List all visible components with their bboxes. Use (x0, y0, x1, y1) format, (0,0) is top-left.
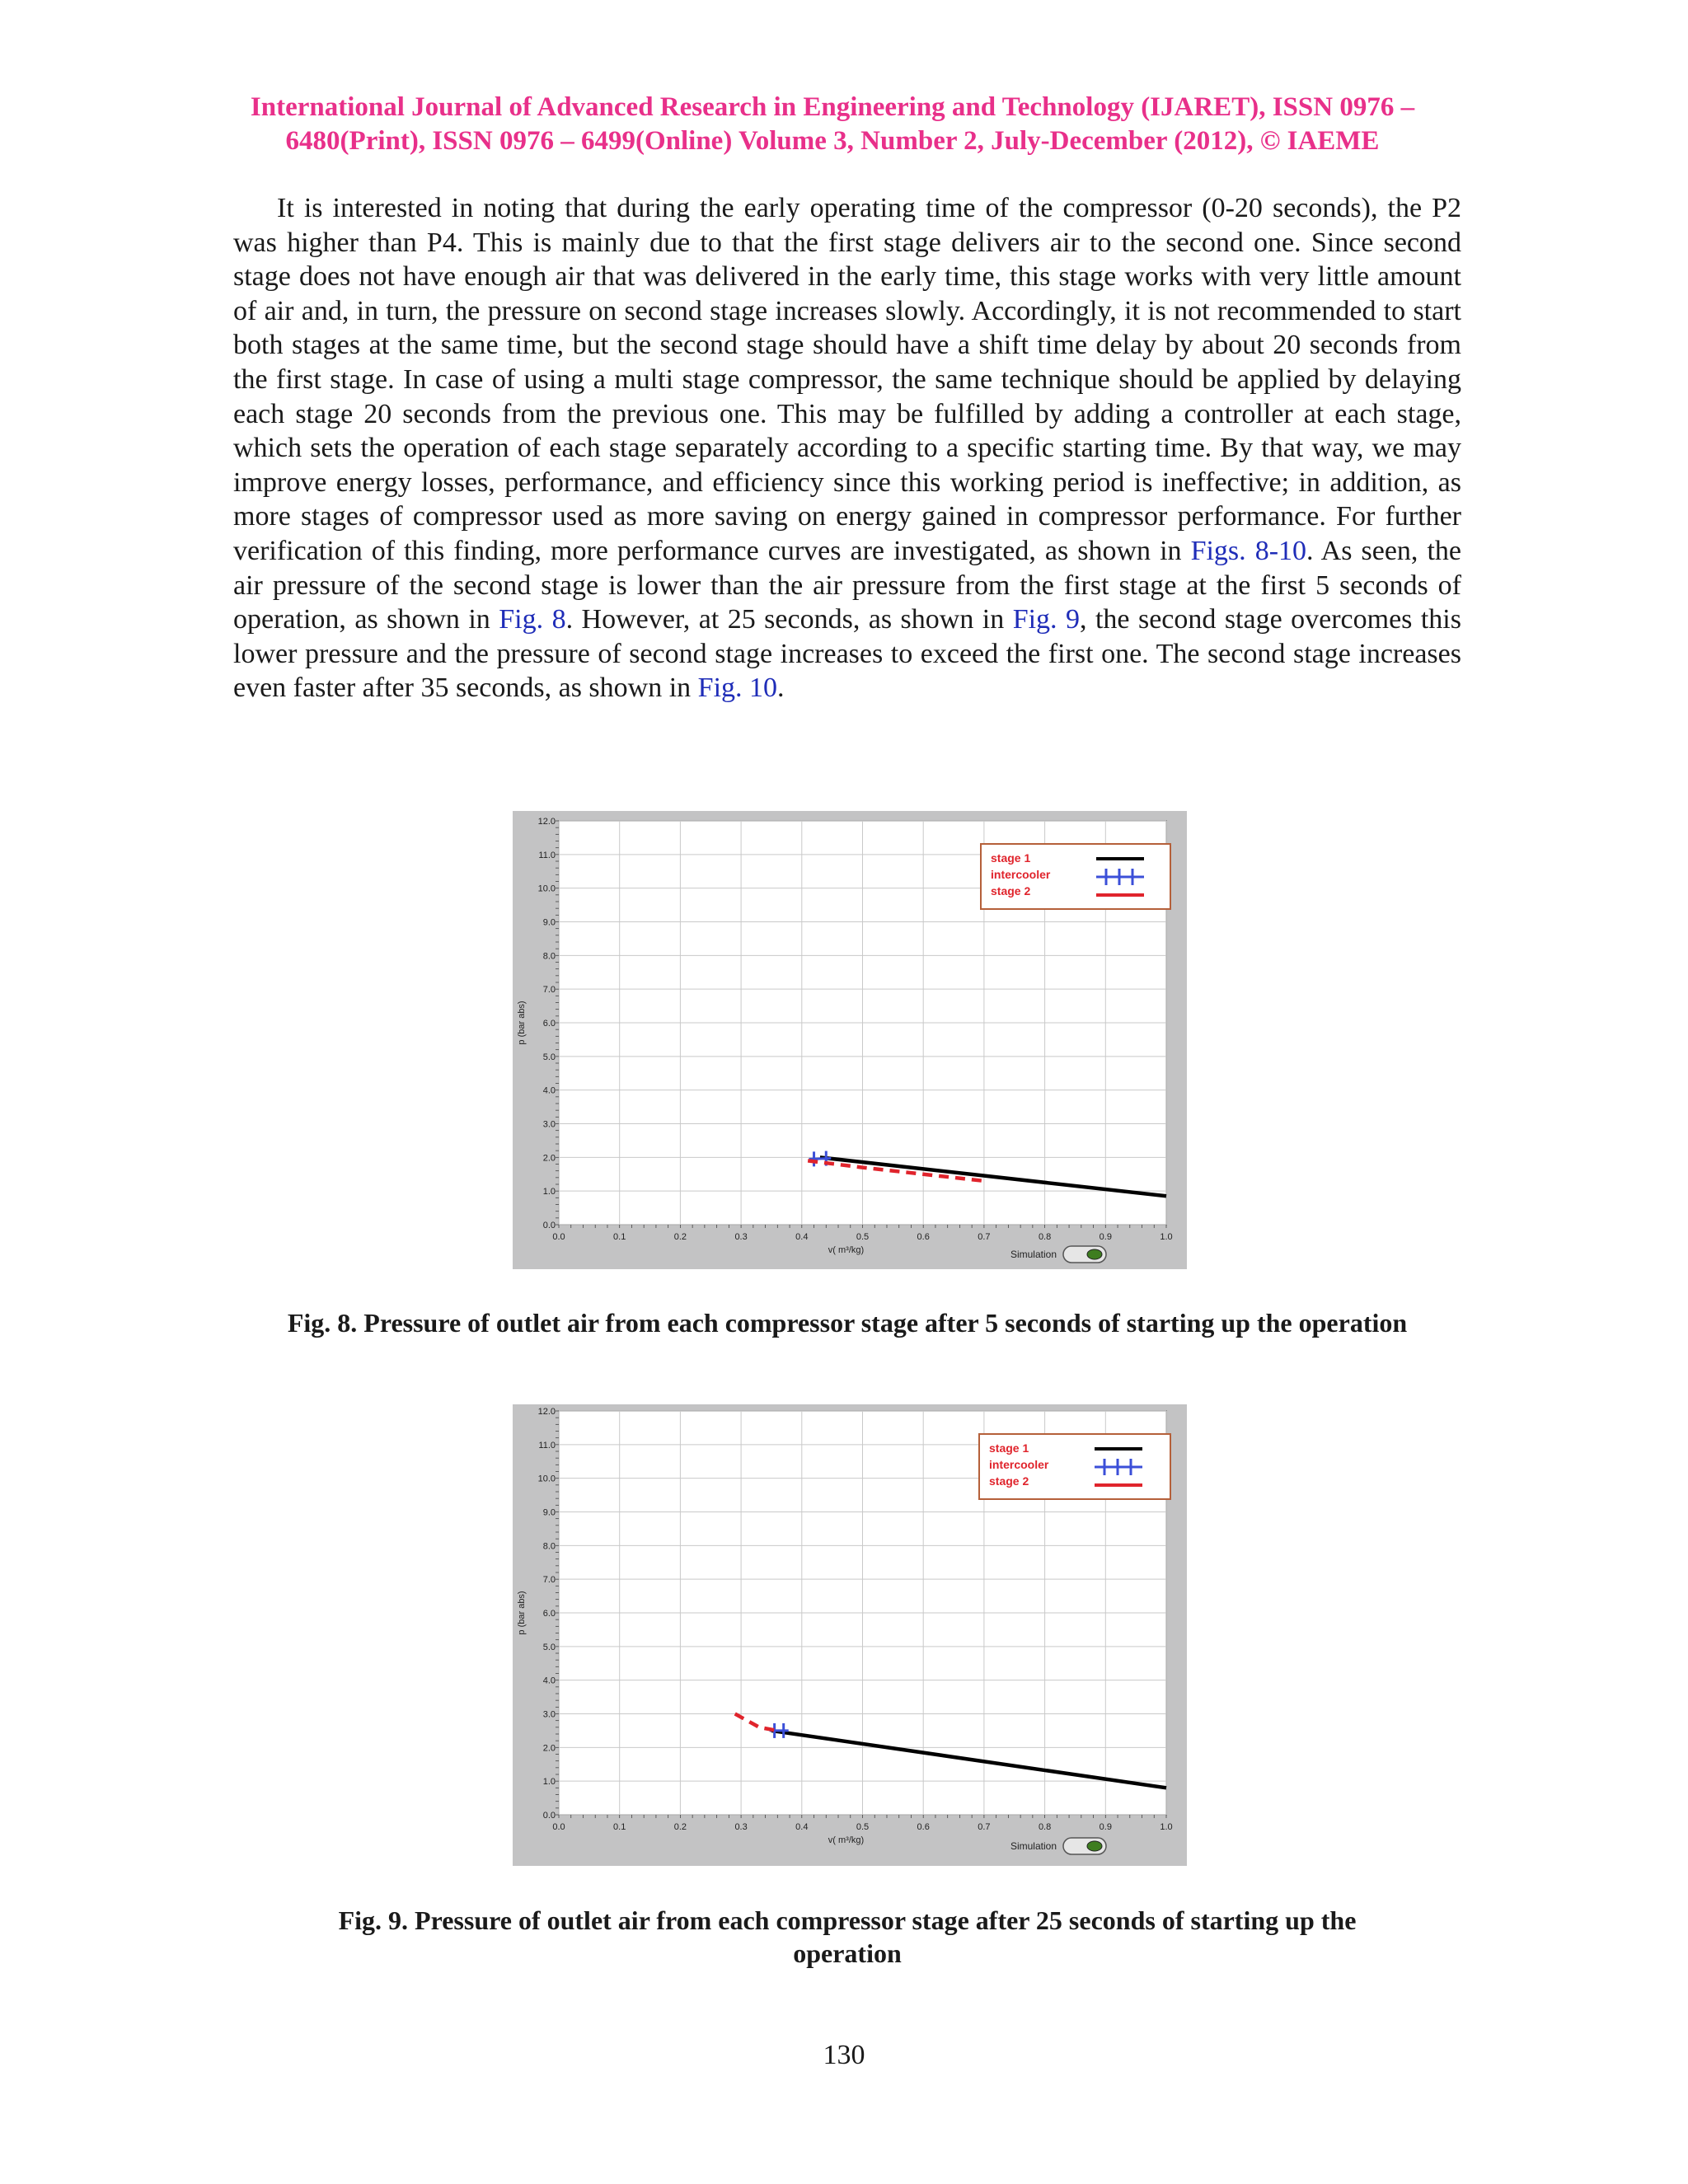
y-tick-label: 6.0 (542, 1019, 556, 1029)
y-tick-label: 8.0 (542, 951, 556, 962)
legend-label: intercooler (989, 1458, 1049, 1471)
fig8-caption: Fig. 8. Pressure of outlet air from each compressor stage after 5 seconds of starting up the operation (287, 1308, 1408, 1338)
series-intercooler-line (809, 1159, 832, 1160)
legend-label: stage 2 (991, 884, 1031, 898)
body-text-3: . However, at 25 seconds, as shown in (565, 604, 1005, 635)
fig-9-link[interactable]: Fig. 9 (1012, 604, 1081, 635)
x-tick-label: 0.9 (1099, 1232, 1112, 1242)
x-tick-label: 0.2 (673, 1822, 687, 1832)
x-tick-label: 0.4 (795, 1822, 809, 1832)
x-tick-label: 0.5 (856, 1822, 870, 1832)
x-tick-label: 0.6 (917, 1822, 930, 1832)
x-tick-label: 0.8 (1038, 1232, 1052, 1242)
simulation-toggle-led-icon[interactable] (1087, 1249, 1102, 1259)
x-tick-label: 0.3 (734, 1822, 748, 1832)
y-tick-label: 10.0 (537, 1474, 556, 1484)
fig9-caption-line-2: operation (793, 1938, 902, 1968)
y-tick-label: 1.0 (542, 1777, 556, 1788)
page-number: 130 (823, 2040, 865, 2070)
x-tick-label: 0.1 (613, 1822, 626, 1832)
y-tick-label: 8.0 (542, 1541, 556, 1552)
x-tick-label: 0.5 (856, 1232, 870, 1242)
simulation-toggle-led-icon[interactable] (1087, 1841, 1102, 1851)
figs-8-10-link[interactable]: Figs. 8-10 (1190, 535, 1307, 566)
fig9-chart (513, 1404, 1187, 1866)
x-tick-label: 0.7 (978, 1822, 991, 1832)
x-tick-label: 0.1 (613, 1232, 626, 1242)
header-line-2: 6480(Print), ISSN 0976 – 6499(Online) Volume 3, Number 2, July-December (2012), © IAEME (285, 126, 1380, 156)
x-tick-label: 0.3 (734, 1232, 748, 1242)
fig9-caption-line-1: Fig. 9. Pressure of outlet air from each compressor stage after 25 seconds of starting up the (338, 1905, 1357, 1935)
x-axis-label: v( m³/kg) (828, 1245, 865, 1255)
y-tick-label: 12.0 (537, 817, 556, 827)
y-tick-label: 2.0 (542, 1153, 556, 1164)
header-line-1: International Journal of Advanced Research in Engineering and Technology (IJARET), ISSN 0976 – (250, 92, 1415, 122)
x-axis-label: v( m³/kg) (828, 1835, 865, 1845)
y-tick-label: 11.0 (538, 1440, 556, 1451)
y-tick-label: 6.0 (542, 1609, 556, 1619)
body-paragraph (233, 191, 1461, 705)
y-tick-label: 7.0 (542, 985, 556, 996)
y-tick-label: 9.0 (542, 917, 556, 928)
x-tick-label: 1.0 (1160, 1232, 1173, 1242)
y-tick-label: 0.0 (542, 1811, 556, 1821)
y-tick-label: 4.0 (542, 1675, 556, 1686)
y-tick-label: 4.0 (542, 1085, 556, 1096)
y-tick-label: 5.0 (542, 1642, 556, 1652)
x-tick-label: 1.0 (1160, 1822, 1173, 1832)
body-text-4: , the second stage overcomes this lower pressure and the pressure of second stage increases to exceed the first one. The second stage increases even faster after 35 seconds, as shown in (233, 604, 1461, 704)
figure-8 (513, 811, 1187, 1269)
legend-label: stage 1 (989, 1441, 1029, 1455)
x-tick-label: 0.0 (552, 1822, 565, 1832)
y-tick-label: 12.0 (537, 1407, 556, 1417)
simulation-label: Simulation (1010, 1249, 1057, 1260)
x-tick-label: 0.9 (1099, 1822, 1112, 1832)
fig-10-link[interactable]: Fig. 10 (697, 673, 778, 704)
fig-8-link[interactable]: Fig. 8 (499, 604, 566, 635)
x-tick-label: 0.6 (917, 1232, 930, 1242)
x-tick-label: 0.8 (1038, 1822, 1052, 1832)
y-tick-label: 11.0 (538, 850, 556, 860)
fig9-caption (233, 1904, 1461, 1970)
y-tick-label: 5.0 (542, 1052, 556, 1062)
y-tick-label: 1.0 (542, 1187, 556, 1197)
y-tick-label: 7.0 (542, 1575, 556, 1586)
legend-label: intercooler (991, 868, 1051, 881)
journal-header (198, 91, 1467, 158)
legend-label: stage 1 (991, 851, 1031, 865)
body-text-2: . As seen, the air pressure of the second stage is lower than the air pressure from the first stage at the first 5 seconds of operation, as shown in (233, 535, 1461, 635)
y-tick-label: 3.0 (542, 1709, 556, 1720)
y-axis-label: p (bar abs) (517, 1591, 527, 1635)
y-tick-label: 3.0 (542, 1119, 556, 1130)
fig8-chart (513, 811, 1187, 1269)
x-tick-label: 0.4 (795, 1232, 809, 1242)
x-tick-label: 0.2 (673, 1232, 687, 1242)
y-tick-label: 2.0 (542, 1743, 556, 1754)
x-tick-label: 0.7 (978, 1232, 991, 1242)
y-axis-label: p (bar abs) (517, 1001, 527, 1045)
y-tick-label: 0.0 (542, 1221, 556, 1230)
simulation-label: Simulation (1010, 1840, 1057, 1852)
y-tick-label: 9.0 (542, 1507, 556, 1518)
figure-9 (513, 1404, 1187, 1866)
y-tick-label: 10.0 (537, 883, 556, 894)
x-tick-label: 0.0 (552, 1232, 565, 1242)
body-text-1: It is interested in noting that during the early operating time of the compressor (0-20 seconds), the P2 was higher than P4. This is mainly due to that the first stage delivers air to the second one. Since second stage does not have enough air that was delivered in the early time, this stage works with very little amount of air and, in turn, the pressure on second stage increases slowly. Accordingly, it is not recommended to start both stages at the same time, but the second stage should have a shift time delay by about 20 seconds from the first stage. In case of using a multi stage compressor, the same technique should be applied by delaying each stage 20 seconds from the previous one. This may be fulfilled by adding a controller at each stage, which sets the operation of each stage separately according to a specific starting time. By that way, we may improve energy losses, performance, and efficiency since this working period is ineffective; in addition, as more stages of compressor used as more saving on energy gained in compressor performance. For further verification of this finding, more performance curves are investigated, as shown in (233, 193, 1461, 566)
legend-label: stage 2 (989, 1474, 1029, 1488)
body-text-5: . (777, 673, 785, 704)
